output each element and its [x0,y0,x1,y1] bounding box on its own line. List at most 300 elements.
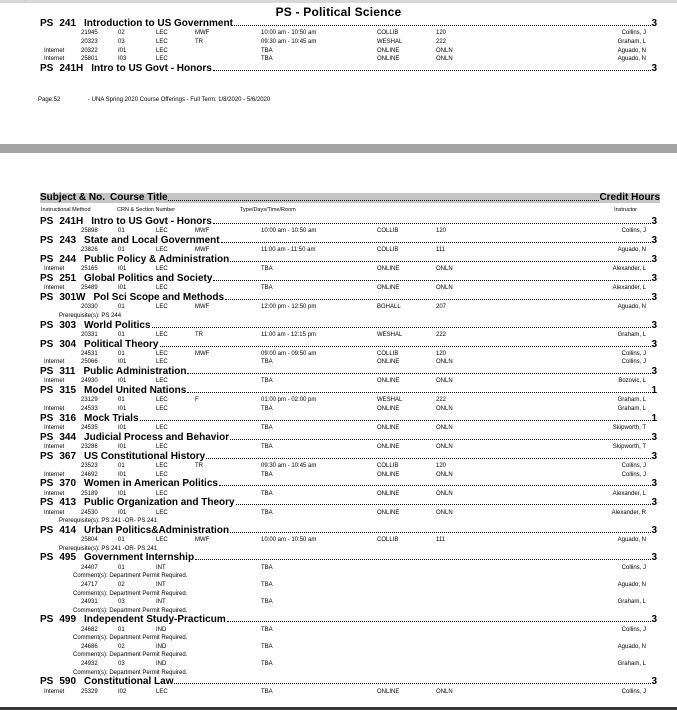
instructor: Skipworth, T [612,425,646,432]
instructional-method: Internet [44,378,65,385]
section-row [0,509,677,518]
section-number: 03 [118,38,125,45]
course-heading [0,433,677,443]
course-heading [0,553,677,563]
section-number: 01 [118,463,125,469]
section-number: I01 [118,378,127,385]
credit-hours: 3 [651,216,657,227]
crn: 24682 [81,626,98,633]
course-list [0,217,677,696]
room: ONLN [436,266,453,273]
course-heading-line [40,526,657,536]
section-number: I03 [118,56,127,63]
dot-leader [152,321,652,328]
building: WESHAL [377,38,403,45]
room: 207 [436,304,447,311]
course-number: 414 [59,524,77,536]
dot-leader [206,452,651,459]
course-subject: PS [40,497,54,509]
credit-hours: 3 [651,272,657,284]
page-separator [0,144,677,153]
pdf-page-52 [0,3,677,144]
section-number: 01 [118,331,125,338]
section-number: 01 [118,228,125,235]
section-type: LEC [156,266,168,273]
pdf-page-53 [0,153,677,708]
course-subject: PS [40,319,54,331]
instructor: Aguado, N [617,56,646,63]
course-number: 367 [59,450,77,462]
building: BGHALL [377,304,401,311]
instructor: Aguado, N [617,247,646,254]
course-heading-line [40,677,657,687]
room: ONLN [436,56,453,63]
instructional-method: Internet [44,425,65,432]
credit-hours: 3 [651,676,657,688]
credit-hours: 3 [651,478,657,490]
course-title: Urban Politics&Administration [84,524,230,536]
crn: 23826 [81,247,98,254]
comment-note [0,572,677,581]
comment-text: Comment(s): Department Permit Required. [73,635,188,642]
building: ONLINE [377,425,400,432]
dot-leader [187,386,651,393]
crn: 24931 [81,599,98,606]
room: 120 [436,228,447,235]
dot-leader [234,19,652,26]
meeting-time: TBA [261,285,273,292]
meeting-time: TBA [261,490,273,497]
course-number: 370 [59,478,77,490]
meeting-days: MWF [195,228,210,235]
course-title: Intro to US Govt - Honors [91,216,212,227]
course-number: 241H [59,62,84,74]
room: 120 [436,350,447,357]
section-number: I01 [118,490,127,497]
course-heading [0,386,677,396]
instructor: Collins, J [621,463,646,469]
course-heading-line [40,386,657,396]
credit-hours: 3 [651,431,657,443]
course-heading-line [40,19,657,29]
meeting-time: TBA [261,444,273,451]
instructional-method: Internet [44,406,65,413]
room: ONLN [436,359,453,366]
room: ONLN [436,378,453,385]
course-heading [0,414,677,424]
course-heading-line [40,367,657,377]
section-row [0,462,677,471]
course-number: 590 [59,676,77,688]
header-instructional-method: Instructional Method [41,207,91,213]
meeting-time: 09:30 am - 10:45 am [261,463,317,469]
instructional-method: Internet [44,490,65,497]
course-heading [0,677,677,687]
meeting-time: 10:00 am - 10:50 am [261,30,317,37]
section-number: I02 [118,688,127,695]
course-heading [0,255,677,265]
instructor: Aguado, N [617,537,646,544]
comment-text: Comment(s): Department Permit Required. [73,652,188,659]
section-row [0,626,677,635]
section-row [0,38,677,47]
course-number: 243 [59,234,77,246]
section-row [0,29,677,38]
instructional-method: Internet [44,471,65,478]
course-heading-line [40,433,657,443]
header-crn-section: CRN & Section Number [117,207,176,213]
section-type: LEC [156,247,168,254]
meeting-time: TBA [261,509,273,516]
section-type: IND [156,626,167,633]
meeting-days: MWF [195,30,210,37]
room: 120 [436,30,447,37]
dot-leader [213,64,652,71]
header-credit-hours: Credit Hours [599,192,660,203]
instructor: Alexander, L [612,490,646,497]
instructor: Collins, J [621,228,646,235]
credit-hours: 3 [651,291,657,303]
instructor: Collins, J [621,688,646,695]
course-title: State and Local Government [84,234,220,246]
course-number: 316 [59,412,77,424]
course-subject: PS [40,412,54,424]
course-title: World Politics [84,319,151,331]
room: ONLN [436,509,453,516]
header-type-days: Type/Days/Time/Room [240,207,296,213]
course-title: Mock Trials [84,412,139,424]
crn: 24535 [81,425,98,432]
credit-hours: 3 [651,62,657,74]
building: ONLINE [377,47,400,54]
meeting-time: 11:00 am - 11:50 am [261,247,316,254]
crn: 20322 [81,47,98,54]
room: 222 [436,397,447,404]
dot-leader [213,274,651,281]
section-number: I01 [118,444,127,451]
section-type: LEC [156,537,168,544]
instructor: Graham, L [617,397,646,404]
crn: 25189 [81,490,98,497]
crn: 24692 [81,471,98,478]
instructor: Graham, L [617,406,646,413]
section-row [0,396,677,405]
section-type: LEC [156,378,168,385]
course-number: 344 [59,431,77,443]
instructional-method: Internet [44,359,65,366]
column-subheader [0,206,677,214]
section-row [0,643,677,652]
course-title: Introduction to US Government [84,18,233,29]
instructor: Bozovic, L [618,378,646,385]
instructional-method: Internet [44,266,65,273]
section-type: LEC [156,56,168,63]
instructional-method: Internet [44,47,65,54]
meeting-days: MWF [195,537,210,544]
building: COLLIB [377,247,399,254]
section-number: I01 [118,509,127,516]
course-title: Global Politics and Society [84,272,213,284]
instructor: Aguado, N [617,304,646,311]
meeting-time: 09:00 am - 09:50 am [261,350,317,357]
crn: 25898 [81,228,98,235]
course-number: 304 [59,338,77,350]
dot-leader [187,367,651,374]
course-heading [0,293,677,303]
course-subject: PS [40,216,54,227]
course-title: Public Organization and Theory [84,497,235,509]
crn: 24533 [81,406,98,413]
dot-leader [219,479,651,486]
section-number: 01 [118,397,125,404]
crn: 24717 [81,581,98,588]
course-subject: PS [40,253,54,265]
section-type: LEC [156,38,168,45]
course-title: Public Administration [83,366,187,378]
course-heading-line [40,217,657,227]
room: ONLN [436,47,453,54]
building: COLLIB [377,350,399,357]
dot-leader [227,615,652,622]
section-number: 01 [118,304,125,311]
course-heading [0,615,677,625]
section-number: I01 [118,471,127,478]
section-number: I01 [118,406,127,413]
dot-leader [225,293,651,300]
meeting-time: 09:30 am - 10:45 am [261,38,317,45]
section-number: 01 [118,564,125,571]
instructor: Collins, J [621,359,646,366]
building: COLLIB [377,228,399,235]
crn: 20323 [81,38,98,45]
section-type: LEC [156,688,168,695]
instructor: Collins, J [621,471,646,478]
meeting-days: TR [195,463,203,469]
room: ONLN [436,490,453,497]
section-number: 02 [118,581,125,588]
section-row [0,47,677,56]
credit-hours: 3 [651,338,657,350]
credit-hours: 3 [651,234,657,246]
section-row [0,350,677,359]
section-number: I01 [118,359,127,366]
room: ONLN [436,425,453,432]
course-number: 241 [59,18,77,29]
meeting-days: TR [195,38,203,45]
course-heading [0,340,677,350]
course-heading [0,526,677,536]
course-heading-line [40,274,657,284]
course-subject: PS [40,62,54,74]
credit-hours: 3 [651,366,657,378]
dot-leader [168,193,600,201]
course-heading [0,217,677,227]
course-subject: PS [40,478,54,490]
instructor: Collins, J [621,626,646,633]
section-number: 01 [118,247,125,254]
comment-text: Comment(s): Department Permit Required. [73,669,188,676]
meeting-days: MWF [195,247,210,254]
section-number: 01 [118,626,125,633]
course-subject: PS [40,291,54,303]
meeting-days: MWF [195,304,210,311]
meeting-time: TBA [261,471,273,478]
course-heading [0,321,677,331]
course-title: Pol Sci Scope and Methods [93,291,225,303]
crn: 21945 [81,30,98,37]
section-number: 03 [118,661,125,668]
section-type: LEC [156,47,168,54]
instructor: Alexander, L [612,285,646,292]
course-number: 311 [59,366,76,378]
course-title: Independent Study-Practicum [84,614,226,626]
course-number: 303 [59,319,77,331]
instructional-method: Internet [44,285,65,292]
building: COLLIB [377,30,399,37]
building: ONLINE [377,509,400,516]
meeting-time: 10:00 am - 10:50 am [261,228,317,235]
course-heading [0,452,677,462]
meeting-time: 11:00 am - 12:15 pm [261,331,316,338]
instructor: Skipworth, T [612,444,646,451]
meeting-time: TBA [261,425,273,432]
credit-hours: 1 [651,412,657,424]
instructor: Collins, J [621,564,646,571]
dot-leader [213,217,652,224]
meeting-time: TBA [261,581,273,588]
section-type: LEC [156,350,168,357]
instructor: Aguado, N [617,581,646,588]
course-subject: PS [40,385,54,397]
comment-note [0,590,677,599]
comment-text: Comment(s): Department Permit Required. [73,590,188,597]
course-subject: PS [40,234,54,246]
course-heading-line [40,615,657,625]
course-subject: PS [40,450,54,462]
department-title: PS - Political Science [275,5,402,19]
course-number: 244 [59,253,77,265]
course-heading-line [40,553,657,563]
course-title: Intro to US Govt - Honors [91,62,212,74]
meeting-time: TBA [261,56,273,63]
meeting-time: TBA [261,643,273,650]
section-type: INT [156,564,166,571]
building: ONLINE [377,266,400,273]
room: 111 [436,537,446,544]
instructional-method: Internet [44,688,65,695]
crn: 20330 [81,304,98,311]
course-subject: PS [40,431,54,443]
instructor: Alexander, R [611,509,646,516]
section-type: IND [156,661,167,668]
course-subject: PS [40,338,54,350]
course-subject: PS [40,366,54,378]
credit-hours: 3 [651,524,657,536]
course-subject: PS [40,18,54,29]
section-type: LEC [156,285,168,292]
section-number: I01 [118,47,127,54]
course-heading [0,274,677,284]
course-heading [0,498,677,508]
course-title: Government Internship [84,552,195,564]
room: 111 [436,247,446,254]
section-row [0,688,677,697]
section-type: INT [156,581,166,588]
course-subject: PS [40,676,54,688]
footer-page-number: Page:52 [38,97,61,103]
header-subject-no: Subject & No. [40,192,106,203]
building: WESHAL [377,331,403,338]
course-heading-line [40,236,657,246]
section-type: LEC [156,30,168,37]
section-row [0,536,677,545]
crn: 24530 [81,509,98,516]
course-heading-line [40,498,657,508]
comment-note [0,651,677,660]
course-heading-line [40,255,657,265]
dot-leader [140,414,652,421]
course-heading [0,64,677,74]
section-type: LEC [156,463,168,469]
course-number: 241H [59,216,84,227]
meeting-time: 10:00 am - 10:50 am [261,537,317,544]
crn: 24531 [81,350,98,357]
dot-leader [160,340,652,347]
prerequisite-text: Prerequisite(s): PS 244 [59,312,122,319]
course-heading-line [40,64,657,74]
meeting-days: TR [195,331,203,338]
credit-hours: 3 [651,497,657,509]
room: ONLN [436,285,453,292]
section-type: LEC [156,490,168,497]
course-number: 413 [59,497,77,509]
crn: 20331 [81,331,98,338]
section-row [0,598,677,607]
meeting-time: TBA [261,564,273,571]
crn: 25329 [81,688,98,695]
course-number: 251 [59,272,77,284]
credit-hours: 1 [651,385,657,397]
crn: 23523 [81,463,98,469]
section-row [0,303,677,312]
building: ONLINE [377,285,400,292]
prerequisite-text: Prerequisite(s): PS 241 -OR- PS 241 [59,545,158,552]
room: ONLN [436,406,453,413]
dot-leader [230,526,651,533]
prerequisite-text: Prerequisite(s): PS 241 -OR- PS 241 [59,518,158,525]
instructor: Graham, L [617,599,646,606]
meeting-time: TBA [261,599,273,606]
room: ONLN [436,444,453,451]
credit-hours: 3 [651,450,657,462]
meeting-days: F [195,397,199,404]
section-type: LEC [156,509,168,516]
section-number: I01 [118,285,127,292]
instructor: Alexander, L [612,266,646,273]
section-type: LEC [156,331,168,338]
room: 120 [436,463,447,469]
section-type: LEC [156,425,168,432]
dot-leader [230,433,651,440]
crn: 25066 [81,359,98,366]
meeting-time: TBA [261,266,273,273]
instructional-method: Internet [44,444,65,451]
dot-leader [230,255,651,262]
building: ONLINE [377,406,400,413]
section-type: IND [156,643,167,650]
meeting-time: TBA [261,47,273,54]
credit-hours: 3 [651,614,657,626]
